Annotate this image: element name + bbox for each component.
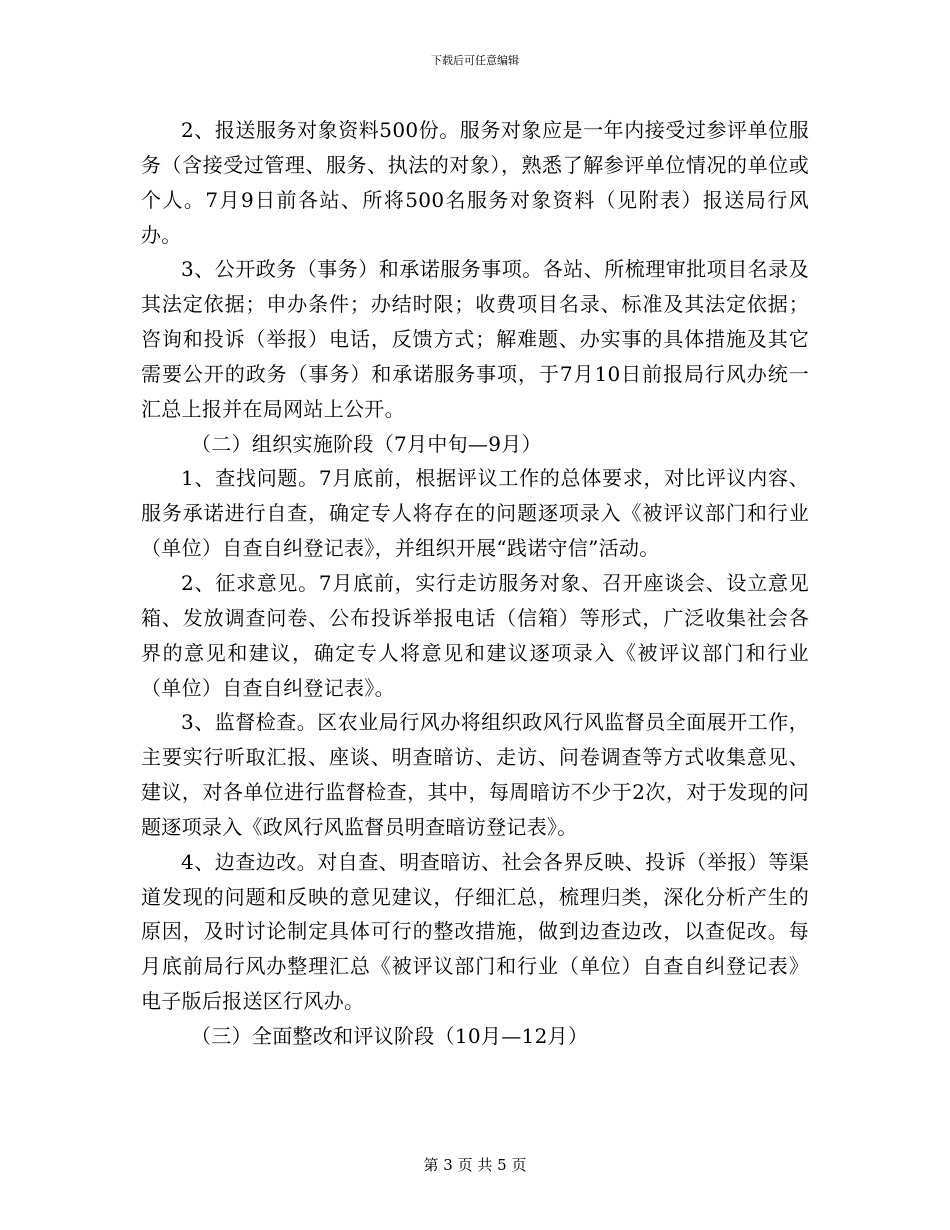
- paragraph-item-3-supervision: 3、监督检查。区农业局行风办将组织政风行风监督员全面展开工作，主要实行听取汇报、座谈、明查暗访、走访、问卷调查等方式收集意见、建议，对各单位进行监督检查，其中，每周暗访不少于2次，对于发现的问题逐项录入《政风行风监督员明查暗访登记表》。: [141, 710, 809, 839]
- section-heading-implementation-stage: （二）组织实施阶段（7月中旬—9月）: [191, 431, 542, 456]
- section-heading-rectification-stage: （三）全面整改和评议阶段（10月—12月）: [191, 1023, 589, 1048]
- document-body: [141, 113, 809, 1054]
- page-footer: 第 3 页 共 5 页: [423, 1156, 527, 1174]
- paragraph-item-1-find-problems: 1、查找问题。7月底前，根据评议工作的总体要求，对比评议内容、服务承诺进行自查，确定专人将存在的问题逐项录入《被评议部门和行业（单位）自查自纠登记表》，并组织开展“践诺守信”活动。: [141, 466, 809, 561]
- page-header: 下载后可任意编辑: [431, 54, 519, 67]
- paragraph-item-4-check-and-correct: 4、边查边改。对自查、明查暗访、社会各界反映、投诉（举报）等渠道发现的问题和反映的意见建议，仔细汇总，梳理归类，深化分析产生的原因，及时讨论制定具体可行的整改措施，做到边查边改，以查促改。每月底前局行风办整理汇总《被评议部门和行业（单位）自查自纠登记表》电子版后报送区行风办。: [141, 849, 809, 1014]
- paragraph-item-2-submit-materials: 2、报送服务对象资料500份。服务对象应是一年内接受过参评单位服务（含接受过管理、服务、执法的对象），熟悉了解参评单位情况的单位或个人。7月9日前各站、所将500名服务对象资料（见附表）报送局行风办。: [141, 118, 809, 247]
- paragraph-item-2-solicit-opinions: 2、征求意见。7月底前，实行走访服务对象、召开座谈会、设立意见箱、发放调查问卷、公布投诉举报电话（信箱）等形式，广泛收集社会各界的意见和建议，确定专人将意见和建议逐项录入《被评议部门和行业（单位）自查自纠登记表》。: [141, 570, 809, 700]
- paragraph-item-3-public-affairs: 3、公开政务（事务）和承诺服务事项。各站、所梳理审批项目名录及其法定依据；申办条件；办结时限；收费项目名录、标准及其法定依据；咨询和投诉（举报）电话，反馈方式；解难题、办实事的具体措施及其它需要公开的政务（事务）和承诺服务事项，于7月10日前报局行风办统一汇总上报并在局网站上公开。: [141, 257, 809, 421]
